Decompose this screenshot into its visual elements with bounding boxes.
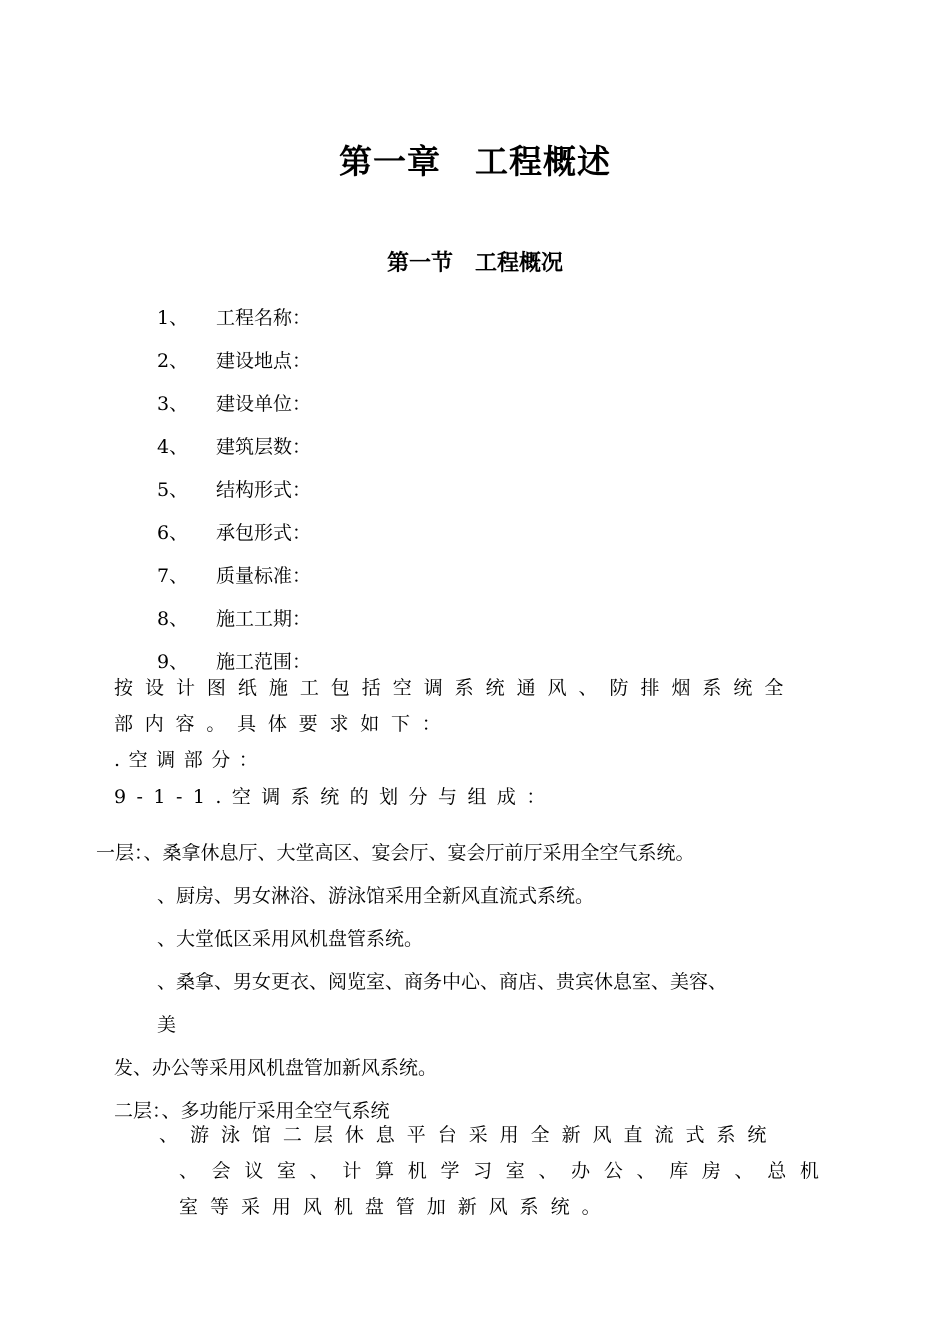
list-item: [157, 561, 311, 588]
section-title: 第一节 工程概况: [386, 251, 563, 276]
item-number: 3、: [157, 393, 189, 415]
ac-system-subheading: 9-1-1.空调系统的划分与组成：: [114, 786, 556, 808]
floor2-line-2: 、游泳馆二层休息平台采用全新风直流式系统: [159, 1124, 779, 1146]
item-label: 施工范围：: [216, 651, 312, 673]
item-number: 2、: [157, 350, 189, 372]
floor1-line-6: 发、办公等采用风机盘管加新风系统。: [114, 1057, 438, 1079]
list-item: [157, 389, 311, 416]
item-number: 9、: [157, 651, 189, 673]
item-label: 工程名称：: [216, 307, 312, 329]
item-label: 建设单位：: [216, 393, 312, 415]
item-label: 建筑层数：: [216, 436, 312, 458]
floor1-line-3: 、大堂低区采用风机盘管系统。: [157, 928, 424, 950]
list-item: [157, 518, 311, 545]
item-label: 质量标准：: [216, 565, 312, 587]
item-label: 承包形式：: [216, 522, 312, 544]
floor2-line-1: 二层：、多功能厅采用全空气系统: [114, 1100, 390, 1122]
item-label: 结构形式：: [216, 479, 312, 501]
item-label: 建设地点：: [216, 350, 312, 372]
list-item: [157, 303, 311, 330]
item-number: 6、: [157, 522, 189, 544]
item-number: 4、: [157, 436, 189, 458]
list-item: [157, 432, 311, 459]
item-number: 7、: [157, 565, 189, 587]
scope-text-line-1: 按设计图纸施工包括空调系统通风、防排烟系统全: [114, 677, 796, 699]
chapter-title: 第一章 工程概述: [339, 142, 611, 181]
scope-text-line-2: 部内容。具体要求如下：: [114, 713, 453, 735]
floor1-line-2: 、厨房、男女淋浴、游泳馆采用全新风直流式系统。: [157, 885, 595, 907]
floor1-line-4: 、桑拿、男女更衣、阅览室、商务中心、商店、贵宾休息室、美容、: [157, 971, 728, 993]
list-item: [157, 604, 311, 631]
item-number: 5、: [157, 479, 189, 501]
item-number: 8、: [157, 608, 189, 630]
floor2-line-3: 、会议室、计算机学习室、办公、库房、总机: [179, 1160, 833, 1182]
floor1-line-5: 美: [157, 1014, 177, 1036]
list-item: [157, 647, 311, 674]
list-item: [157, 346, 311, 373]
floor1-line-1: 一层：、桑拿休息厅、大堂高区、宴会厅、宴会厅前厅采用全空气系统。: [96, 842, 695, 864]
item-number: 1、: [157, 307, 189, 329]
item-label: 施工工期：: [216, 608, 312, 630]
ac-part-heading: .空调部分：: [114, 749, 267, 771]
floor2-line-4: 室等采用风机盘管加新风系统。: [179, 1196, 613, 1218]
list-item: [157, 475, 311, 502]
